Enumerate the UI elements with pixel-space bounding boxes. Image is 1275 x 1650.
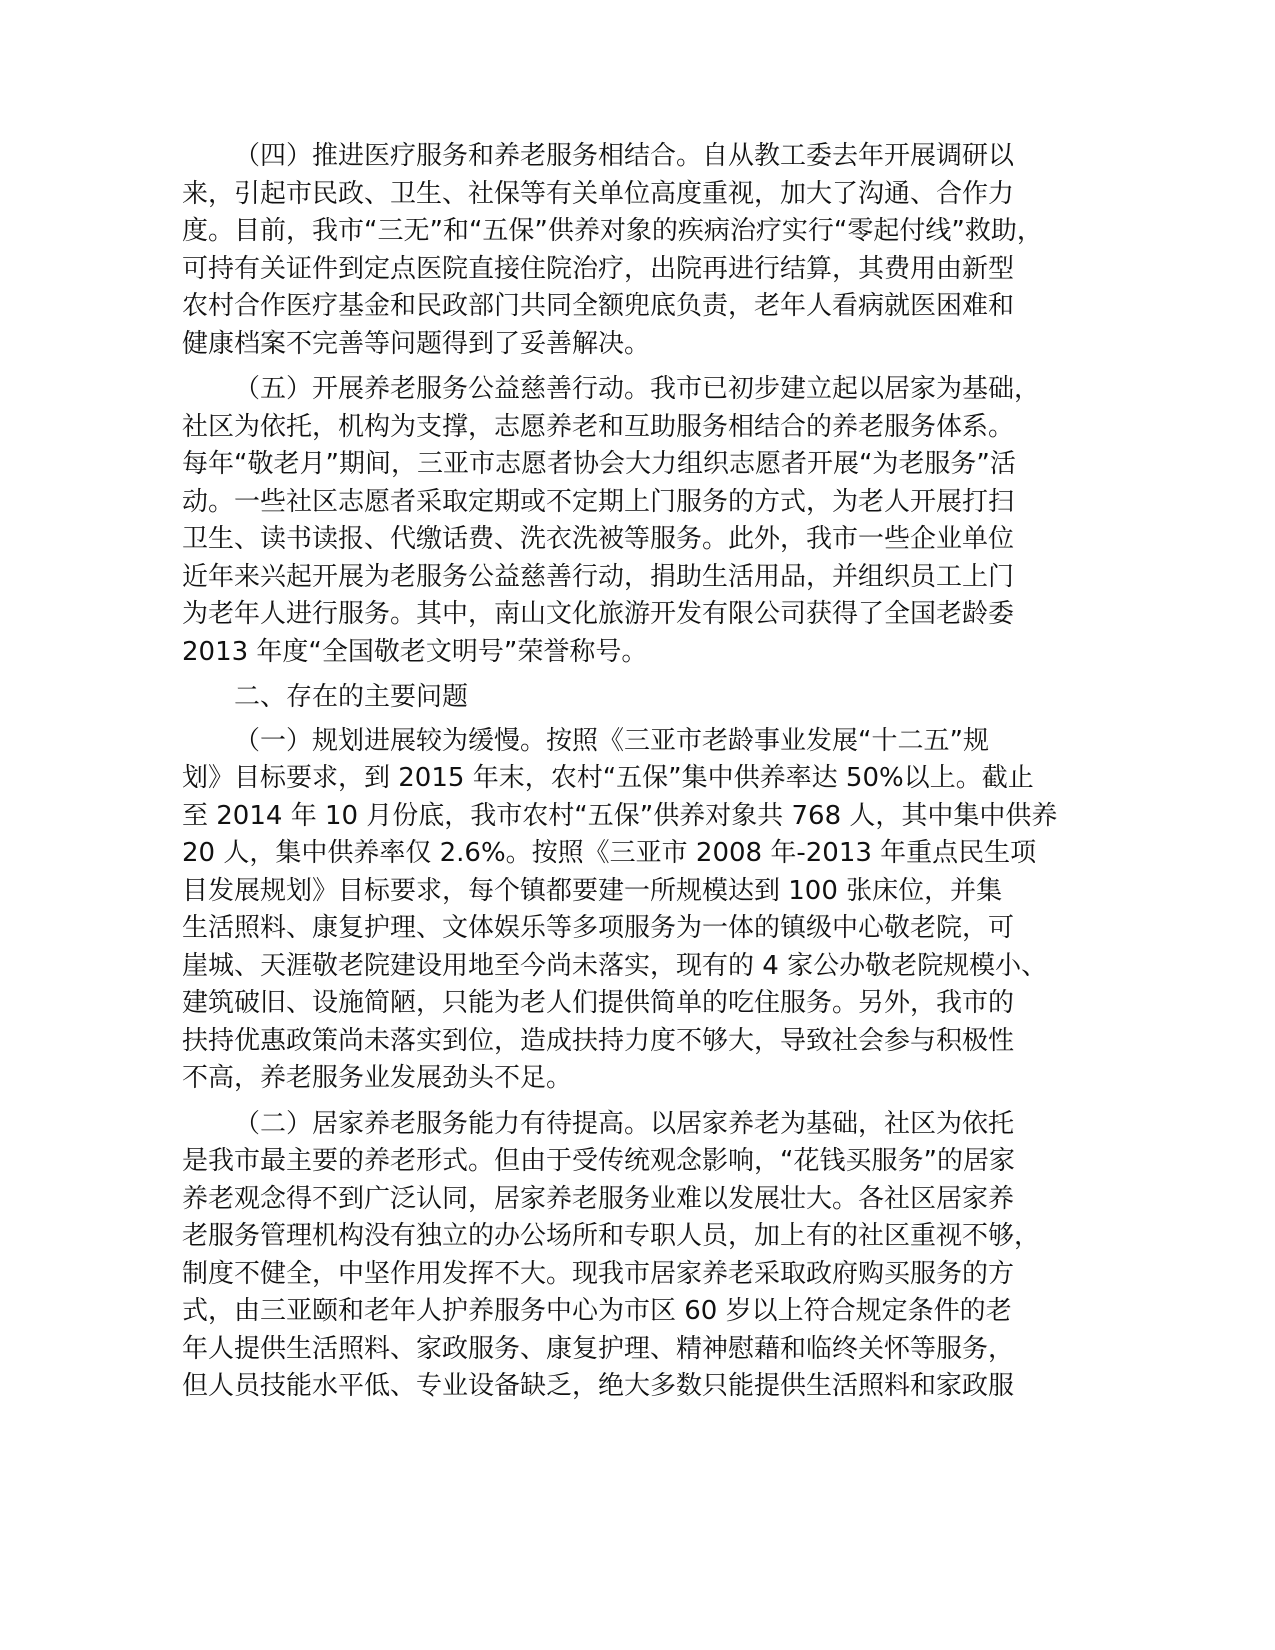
text-line: 老服务管理机构没有独立的办公场所和专职人员，加上有的社区重视不够， [182,1221,1041,1251]
paragraph-problem-1 [182,723,1068,1098]
paragraph-section-5 [182,371,1068,671]
text-line: 式，由三亚颐和老年人护养服务中心为市区 60 岁以上符合规定条件的老 [182,1296,1012,1326]
text-line: 是我市最主要的养老形式。但由于受传统观念影响，“花钱买服务”的居家 [182,1146,1015,1176]
text-line: 划》目标要求，到 2015 年末，农村“五保”集中供养率达 50%以上。截止 [182,763,1034,793]
text-line: 不高，养老服务业发展劲头不足。 [182,1063,573,1093]
text-line: 2013 年度“全国敬老文明号”荣誉称号。 [182,636,648,667]
text-line: 养老观念得不到广泛认同，居家养老服务业难以发展壮大。各社区居家养 [182,1183,1015,1214]
text-line: 度。目前，我市“三无”和“五保”供养对象的疾病治疗实行“零起付线”救助， [182,216,1043,246]
text-line: 为老年人进行服务。其中，南山文化旅游开发有限公司获得了全国老龄委 [182,599,1015,629]
text-line: 扶持优惠政策尚未落实到位，造成扶持力度不够大，导致社会参与积极性 [182,1025,1015,1056]
text-line: （四）推进医疗服务和养老服务相结合。自从教工委去年开展调研以 [234,141,1015,171]
paragraph-section-4 [182,138,1068,363]
heading-text: 二、存在的主要问题 [234,682,469,712]
section-heading [182,679,1068,717]
text-line: 建筑破旧、设施简陋，只能为老人们提供简单的吃住服务。另外，我市的 [182,988,1015,1018]
text-line: （二）居家养老服务能力有待提高。以居家养老为基础，社区为依托 [234,1108,1015,1139]
text-line: （五）开展养老服务公益慈善行动。我市已初步建立起以居家为基础， [234,374,1041,404]
text-line: 至 2014 年 10 月份底，我市农村“五保”供养对象共 768 人，其中集中供养 [182,800,1058,831]
document-body [182,138,1068,1414]
text-line: 生活照料、康复护理、文体娱乐等多项服务为一体的镇级中心敬老院，可 [182,913,1015,943]
text-line: 每年“敬老月”期间，三亚市志愿者协会大力组织志愿者开展“为老服务”活 [182,449,1016,479]
text-line: 农村合作医疗基金和民政部门共同全额兜底负责，老年人看病就医困难和 [182,291,1015,321]
text-line: 年人提供生活照料、家政服务、康复护理、精神慰藉和临终关怀等服务， [182,1333,1015,1364]
text-line: （一）规划进展较为缓慢。按照《三亚市老龄事业发展“十二五”规 [234,725,989,756]
text-line: 可持有关证件到定点医院直接住院治疗，出院再进行结算，其费用由新型 [182,253,1015,284]
paragraph-problem-2 [182,1106,1068,1406]
text-line: 崖城、天涯敬老院建设用地至今尚未落实，现有的 4 家公办敬老院规模小、 [182,950,1048,981]
text-line: 动。一些社区志愿者采取定期或不定期上门服务的方式，为老人开展打扫 [182,486,1015,517]
text-line: 20 人，集中供养率仅 2.6%。按照《三亚市 2008 年-2013 年重点民生项 [182,838,1037,868]
text-line: 近年来兴起开展为老服务公益慈善行动，捐助生活用品，并组织员工上门 [182,561,1015,592]
text-line: 卫生、读书读报、代缴话费、洗衣洗被等服务。此外，我市一些企业单位 [182,524,1015,554]
text-line: 健康档案不完善等问题得到了妥善解决。 [182,328,651,359]
text-line: 来，引起市民政、卫生、社保等有关单位高度重视，加大了沟通、合作力 [182,178,1015,209]
text-line: 但人员技能水平低、专业设备缺乏，绝大多数只能提供生活照料和家政服 [182,1371,1015,1401]
text-line: 社区为依托，机构为支撑，志愿养老和互助服务相结合的养老服务体系。 [182,411,1015,442]
text-line: 目发展规划》目标要求，每个镇都要建一所规模达到 100 张床位，并集 [182,875,1003,906]
text-line: 制度不健全，中坚作用发挥不大。现我市居家养老采取政府购买服务的方 [182,1258,1015,1289]
